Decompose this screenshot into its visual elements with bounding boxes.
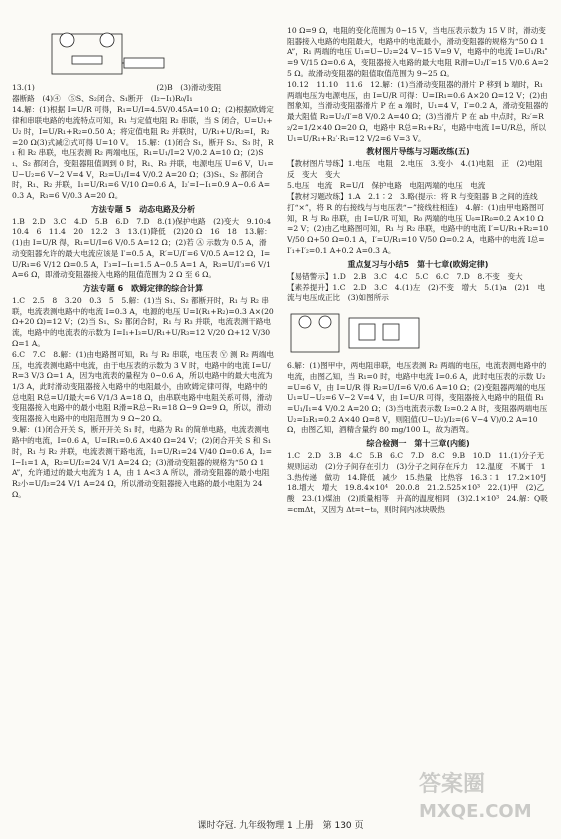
answer-paragraph: 1.C 2.D 3.B 4.C 5.B 6.C 7.D 8.C 9.B 10.D 11.(1)分子无规则运动 (2)分子间存在引力 (3)分子之间存在斥力 12.温度 不属于 13.热传递 做功 14.降低 减少 15.热量 比热容 16.3∶1 17.2×10⁴J 18.增大 增大 19.8.4×10⁴ 20.0.8 21.2.525×10³ 22.(1)甲 (2)乙酸 23.(1)煤油 (2)质量相等 升高的温度相同 (3)2.1×10³ 24.解：Q吸=cmΔt，又因为 Δt=t−t₀，则时间内冰块吸热 [287,451,554,514]
left-column [12,26,279,501]
answer-paragraph: 器断路 (4)④ ⑤S、S₂闭合、S₁断开 (I₂−I₁)R₀/I₁ [12,94,193,104]
answer-paragraph: 1.C 2.5 8 3.20 0.3 5 5.解：(1)当 S₁、S₂ 都断开时，R₁ 与 R₂ 串联，电流表测电路中的电流 I=0.3 A，电源的电压 U=I(R₁+R₂)=0.3 A×(20 Ω+20 Ω)=12 V；(2)当 S₁、S₂ 都闭合时，R₁ 与 R₃ 并联，电流表测干路电流，电路中的电流表的示数为 I=I₁+I₃=U/R₁+U/R₃=12 V/20 Ω+12 V/30 Ω=1 A。 [12,295,274,348]
right-column [287,26,554,516]
answer-paragraph: 5.电压 电流 R=U/I 保护电路 电阻两端的电压 电流 [287,181,486,191]
experiment-diagram [287,306,549,358]
section-title: 综合检测一 第十三章(内能) [366,439,470,449]
watermark-line1: 答案圈 [419,772,486,797]
answer-paragraph: 10.12 11.10 11.6 12.解：(1)当滑动变阻器的滑片 P 移到 b 端时，R₁ 两端电压为电源电压，由 I=U/R 可得：U=IR₁=0.6 A×20 Ω=12 V；(2)由图象知，当滑动变阻器滑片 P 在 a 端时，U₁=4 V，I′=0.2 A，滑动变阻器的最大阻值 R₂=U₂/I′=8 V/0.2 A=40 Ω；(3)当滑片 P 在 ab 中点时，R₂′=R₂/2=1/2×40 Ω=20 Ω，电路中 R总=R₁+R₂′，电路中电流 I=U/R总，所以 U₁=U/R₁+R₂′·R₁=12 V/2=6 V=3 V。 [287,80,549,143]
answer-paragraph: 【教材习题改练】1.A 2.1∶2 3.略(提示：将 R 与变阻器 B 之间的连线打“×”，将 R 的右接线与与电压表“−”接线柱相连) 4.解：(1)由甲电路图可知，R 与 R₀ 串联，由 I=U/R 可知，R₀ 两端的电压 U₀=IR₀=0.2 A×10 Ω=2 V；(2)由乙电路图可知，R₁ 与 R₂ 串联，电路中的电流 I′=U/R₁+R₂=10 V/50 Ω+50 Ω=0.1 A，I′=U/R₁=10 V/50 Ω=0.2 A，电路中的电流 I总=I′₁+I′₂=0.1 A+0.2 A=0.3 A。 [287,192,549,255]
section-title: 教材图片导练与习题改练(五) [366,147,470,157]
answer-paragraph: 13.(1) (2)B (3)滑动变阻 [12,83,222,92]
page-footer: 课时夺冠. 九年级物理 1 上册 第 130 页 [197,821,364,831]
section-title: 方法专题 6 欧姆定律的综合计算 [82,283,204,293]
section-title: 重点复习与小结5 第十七章(欧姆定律) [347,259,489,269]
answer-paragraph: 【素养提升】1.C 2.D 3.C 4.(1)左 (2)不变 增大 5.(1)a (2)1 电流与电压成正比 (3)如图所示 [287,282,546,303]
circuit-diagram-q13 [12,28,274,80]
answer-paragraph: 6.C 7.C 8.解：(1)由电路图可知，R₁ 与 R₂ 串联，电压表 Ⓥ 测 R₂ 两端电压，电流表测电路中电流，由于电压表的示数为 3 V 时，电路中的电流 I=U/R=3 V/3 Ω=1 A，因为电流表的量程为 0∼0.6 A，所以电路中的最大电流为 1/3 A，此时滑动变阻器接入电路中的电阻最小，由欧姆定律可得，电路中的总电阻 R总=U/I最大=6 V/1/3 A=18 Ω，由串联电路中电阻关系可得，滑动变阻器接入电路中的最小电阻 R滑=R总−R₁=18 Ω−9 Ω=9 Ω，所以，滑动变阻器接入电路中的电阻范围为 9 Ω∼20 Ω。 [12,349,274,424]
answer-paragraph: 1.B 2.D 3.C 4.D 5.B 6.D 7.D 8.(1)保护电路 (2)变大 9.10:4 10.4 6 11.4 20 12.2 3 13.(1)降低 (2)20 Ω 16 18 13.解：(1)由 I=U/R 得，R₁=U/I=6 V/0.5 A=12 Ω；(2)若 Ⓐ 示数为 0.5 A，滑动变阻器允许的最大电流应该是 I′=0.5 A，R′=U/I′=6 V/0.5 A=12 Ω，I=U/R₁=6 V/12 Ω=0.5 A，I′₃=I−I₁=1.5 A−0.5 A=1 A，R₃=U/I′₃=6 V/1 A=6 Ω，即滑动变阻器接入电路的阻值范围为 2 Ω 至 6 Ω。 [12,216,279,280]
section-title: 方法专题 5 动态电路及分析 [90,204,196,214]
margin-dot [545,48,547,50]
answer-paragraph: 10 Ω=9 Ω，电阻的变化范围为 0∼15 V，当电压表示数为 15 V 时，滑动变阻器接入电路的电阻最大，电路中的电流最小，滑动变阻器的规格为“50 Ω 1 A”，R₁ 两端的电压 U₁=U−U₂=24 V−15 V=9 V，电路中的电流 I=U₁/R₁=9 V/15 Ω=0.6 A，变阻器接入电路的最大电阻 R滑=U₂/I′=15 V/0.6 A=25 Ω。故滑动变阻器的阻值取值范围为 9∼25 Ω。 [287,26,549,78]
answer-paragraph: 6.解：(1)图甲中，两电阻串联，电压表测 R₂ 两端的电压，电流表测电路中的电流，由图乙知，当 R₁=0 时，电路中电流 I=0.6 A，此时电压表的示数 U₂=U=6 V，由 I=U/R 得 R₂=U/I=6 V/0.6 A=10 Ω；(2)变阻器两端的电压 U₁=U−U₂=6 V−2 V=4 V，由 I=U/R 可得，变阻器接入电路中的阻值 R₁=U₁/I₁=4 V/0.2 A=20 Ω；(3)当电流表示数 I₂=0.2 A 时，变阻器两端电压 U₂=I₂R₁=0.2 A×40 Ω=8 V，则阻值(U−U₂)/I₂=(6 V−4 V)/0.2 A=10 Ω，由图乙知，酒精含量约 80 mg/100 L，故为酒驾。 [287,361,548,435]
answer-paragraph: 9.解：(1)闭合开关 S，断开开关 S₁ 时，电路为 R₁ 的简单电路，电流表测电路中的电流，I=0.6 A，U=IR₁=0.6 A×40 Ω=24 V；(2)闭合开关 S 和 S₁ 时，R₁ 与 R₂ 并联，电流表测干路电流，I₁=U/R₁=24 V/40 Ω=0.6 A，I₂=I−I₁=1 A，R₂=U/I₂=24 V/1 A=24 Ω；(3)滑动变阻器的规格为“50 Ω 1 A”，允许通过的最大电流为 1 A，由 1 A<3 A 所以，滑动变阻器的最小电阻 R₂小=U/I₂=24 V/1 A=24 Ω，所以滑动变阻器接入电路的最小电阻为 24 Ω。 [12,425,272,499]
answer-paragraph: 14.解：(1)根据 I=U/R 可得，R₁=U/I=4.5V/0.45A=10 Ω；(2)根据欧姆定律和串联电路的电流特点可知，R₁ 与定值电阻 R₂ 串联，当 S 闭合，U=U₁+U₂ 时，I=U/R₁+R₂=0.50 A；将定值电阻 R₂ 并联时，U/R₁+U/R₂=I，R₂=20 Ω(3)式减②式可得 U=10 V。 15.解：(1)闭合 S₁，断开 S₂、S₃ 时，R₁ 和 R₂ 串联，电压表测 R₂ 两端电压，R₁=U₁/I=2 V/0.2 A=10 Ω；(2)S₁、S₂ 都闭合，变阻器阻值调到 0 时，R₁、R₃ 并联，电源电压 U=6 V，U₁=U−U₂=6 V−2 V=4 V，R₂=U₁/I=4 V/0.2 A=20 Ω；(3)S₁、S₂ 都闭合时，R₁、R₂ 并联，I₁=U/R₁=6 V/10 Ω=0.6 A，I₂′=I−I₁=0.9 A−0.6 A=0.3 A，R₃=6 V/0.3 A=20 Ω。 [12,105,274,201]
answer-paragraph: 【易错警示】1.D 2.B 3.C 4.C 5.C 6.C 7.D 8.不变 变大 [287,271,523,281]
answer-paragraph: 【教材图片导练】1.电压 电阻 2.电压 3.变小 4.(1)电阻 正 (2)电阻 反 变大 变大 [287,159,551,179]
watermark-logo [413,763,543,823]
watermark-line2: MXQE.COM [419,801,532,822]
